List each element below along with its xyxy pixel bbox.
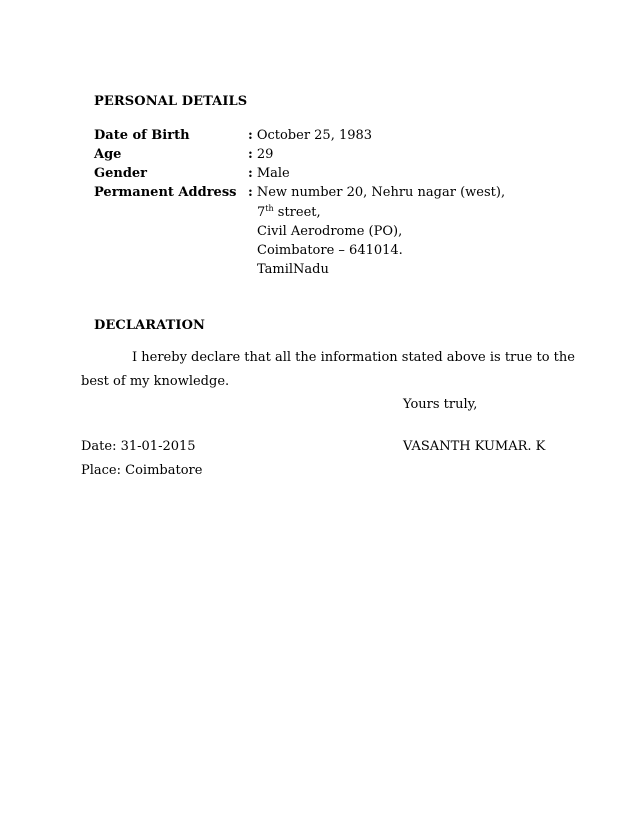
address-label: Permanent Address — [94, 185, 237, 200]
age-label: Age — [94, 147, 122, 162]
dob-value: October 25, 1983 — [256, 128, 373, 143]
address-line3: Civil Aerodrome (PO), — [257, 224, 403, 239]
closing-text: Yours truly, — [403, 397, 478, 412]
address-value-wrap — [248, 183, 505, 202]
gender-value-wrap — [248, 164, 290, 183]
gender-value: Male — [256, 166, 290, 181]
address-line2 — [257, 203, 321, 222]
personal-details-heading: PERSONAL DETAILS — [94, 94, 248, 109]
address-line4: Coimbatore – 641014. — [257, 243, 403, 258]
colon: : — [248, 166, 253, 181]
age-value: 29 — [256, 147, 274, 162]
declaration-date: Date: 31-01-2015 — [81, 439, 196, 454]
declaration-place: Place: Coimbatore — [81, 463, 203, 478]
signature-name: VASANTH KUMAR. K — [403, 439, 546, 454]
address-street-number: 7 — [257, 205, 266, 220]
declaration-heading: DECLARATION — [94, 318, 205, 333]
dob-value-wrap — [248, 126, 372, 145]
colon: : — [248, 185, 253, 200]
declaration-text-line2: best of my knowledge. — [81, 374, 230, 389]
gender-label: Gender — [94, 166, 148, 181]
declaration-text-line1: I hereby declare that all the information stated above is true to the — [132, 350, 575, 365]
address-line5: TamilNadu — [257, 262, 329, 277]
colon: : — [248, 147, 253, 162]
dob-label: Date of Birth — [94, 128, 190, 143]
address-line1: New number 20, Nehru nagar (west), — [256, 185, 506, 200]
colon: : — [248, 128, 253, 143]
age-value-wrap — [248, 145, 273, 164]
address-street-suffix: th — [265, 204, 274, 213]
address-street-text: street, — [273, 205, 321, 220]
